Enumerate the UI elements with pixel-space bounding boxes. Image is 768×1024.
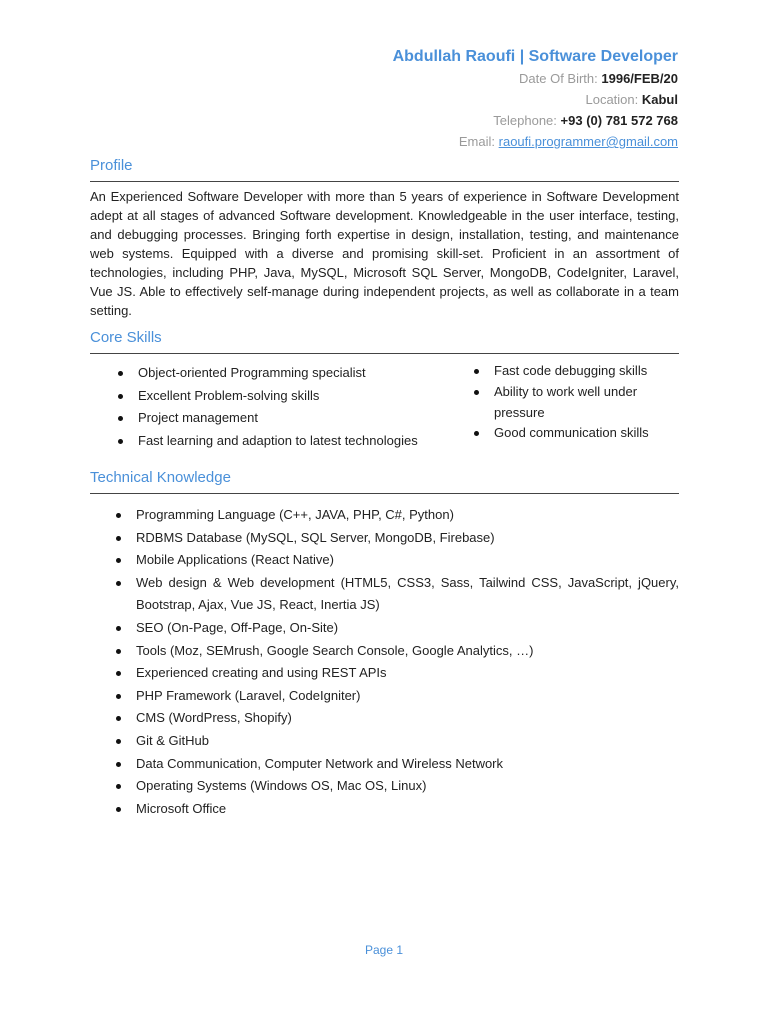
list-item: Programming Language (C++, JAVA, PHP, C#, Python) [112,504,679,527]
email-label: Email: [458,134,496,149]
location-line [393,89,678,110]
list-item: Tools (Moz, SEMrush, Google Search Console, Google Analytics, …) [112,640,679,663]
candidate-name: Abdullah Raoufi | Software Developer [392,48,678,65]
dob-value: 1996/FEB/20 [601,71,678,86]
core-skills-heading: Core Skills [90,328,679,354]
technical-knowledge-heading: Technical Knowledge [90,468,679,494]
list-item: PHP Framework (Laravel, CodeIgniter) [112,685,679,708]
resume-header [393,46,678,152]
list-item: Experienced creating and using REST APIs [112,662,679,685]
list-item: Fast code debugging skills [470,361,675,382]
profile-text: An Experienced Software Developer with more than 5 years of experience in Software Development adept at all stages of advanced Software development. Knowledgeable in the user interface, testing, and debugging processes. Bringing forth expertise in design, installation, testing, and maintenance web systems. Equipped with a diverse and promising skill-set. Proficient in an assortment of technologies, including PHP, Java, MySQL, Microsoft SQL Server, MongoDB, CodeIgniter, Laravel, Vue JS. Able to effectively self-manage during independent projects, as well as collaborate in a team setting. [90,189,679,318]
telephone-value: +93 (0) 781 572 768 [560,113,678,128]
telephone-label: Telephone: [493,113,557,128]
list-item: Project management [114,407,454,430]
list-item: RDBMS Database (MySQL, SQL Server, MongoDB, Firebase) [112,527,679,550]
list-item: Ability to work well under pressure [470,382,675,424]
list-item: Mobile Applications (React Native) [112,549,679,572]
telephone-line [393,110,678,131]
list-item: Git & GitHub [112,730,679,753]
list-item: Data Communication, Computer Network and Wireless Network [112,753,679,776]
location-label: Location: [585,92,639,107]
list-item: CMS (WordPress, Shopify) [112,707,679,730]
list-item: Fast learning and adaption to latest technologies [114,430,454,453]
email-link[interactable]: raoufi.programmer@gmail.com [498,134,678,149]
list-item: Object-oriented Programming specialist [114,362,454,385]
list-item: Web design & Web development (HTML5, CSS3, Sass, Tailwind CSS, JavaScript, jQuery, Bootstrap, Ajax, Vue JS, React, Inertia JS) [112,572,679,617]
list-item: SEO (On-Page, Off-Page, On-Site) [112,617,679,640]
list-item: Microsoft Office [112,798,679,821]
list-item: Operating Systems (Windows OS, Mac OS, Linux) [112,775,679,798]
dob-label: Date Of Birth: [519,71,598,86]
location-value: Kabul [641,92,678,107]
email-line [393,131,678,152]
page-number: Page 1 [364,943,404,957]
core-skills-right-list [470,361,675,444]
technical-knowledge-list [112,504,679,820]
list-item: Excellent Problem-solving skills [114,385,454,408]
profile-heading: Profile [90,156,679,182]
list-item: Good communication skills [470,423,675,444]
core-skills-left-list [114,362,454,452]
date-of-birth-line [393,68,678,89]
